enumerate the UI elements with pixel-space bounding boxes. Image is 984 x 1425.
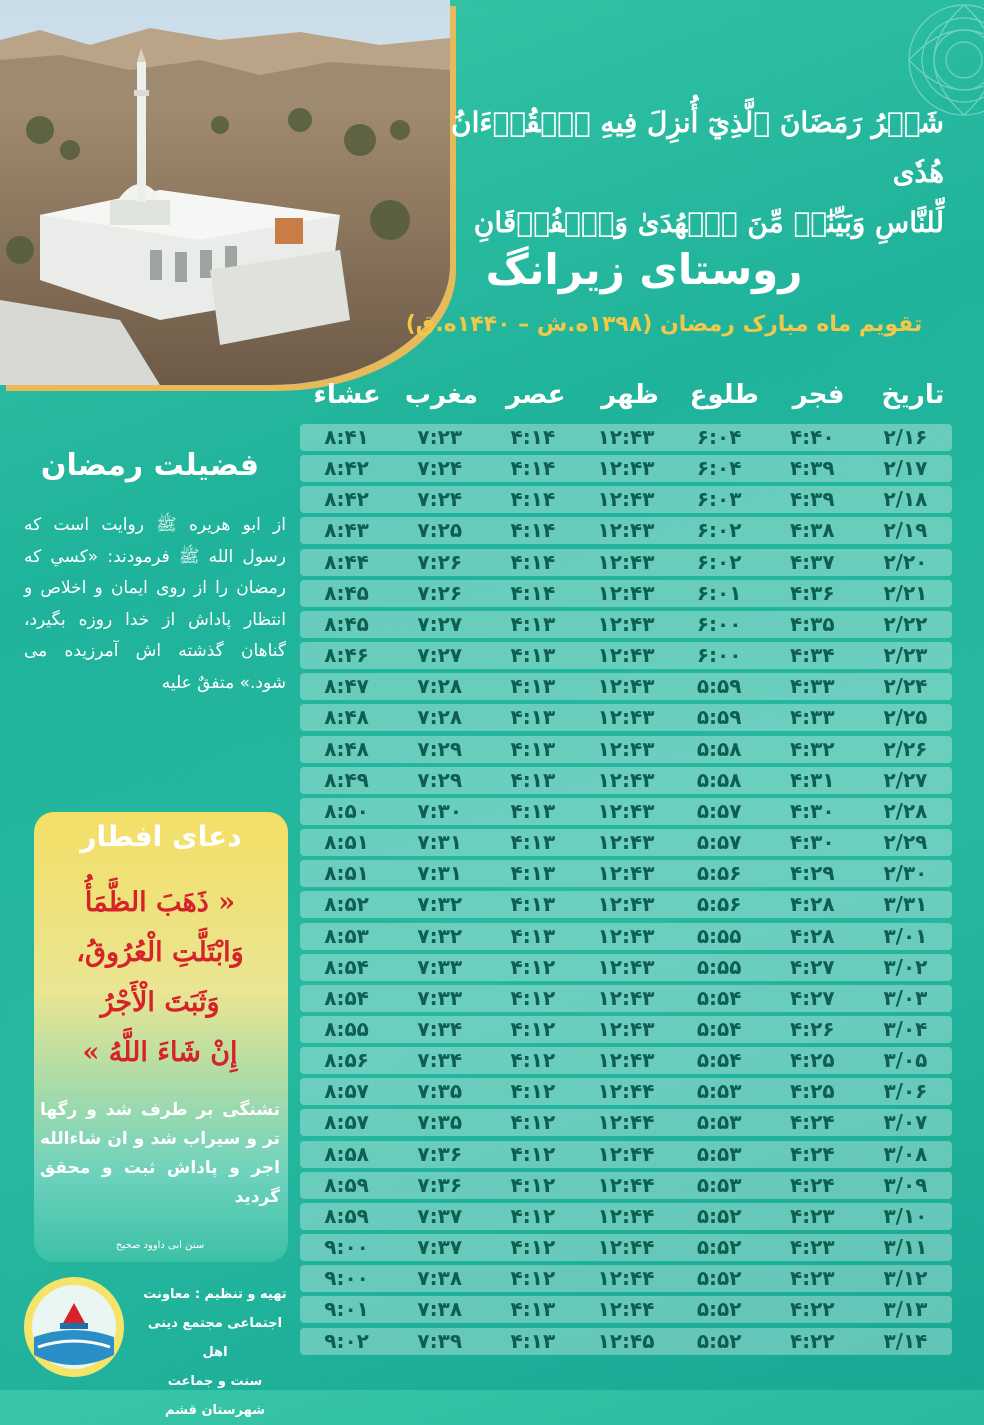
table-cell: ۸:۵۳ [324, 923, 369, 948]
table-cell: ۱۲:۴۳ [597, 425, 655, 449]
table-cell: ۷:۳۸ [417, 1266, 463, 1291]
table-cell: ۷:۲۷ [417, 611, 463, 636]
table-cell: ۲/۲۱ [883, 580, 928, 605]
table-cell: ۵:۵۶ [696, 892, 742, 917]
table-cell: ۶:۰۴ [696, 425, 742, 449]
dua-arabic [40, 878, 280, 1078]
table-cell: ۵:۵۵ [696, 954, 742, 979]
table-cell: ۱۲:۴۴ [597, 1266, 655, 1291]
table-cell: ۴:۱۳ [510, 736, 556, 761]
table-cell: ۲/۲۸ [883, 798, 928, 823]
table-row [300, 923, 952, 950]
table-cell: ۴:۱۲ [510, 985, 556, 1010]
table-cell: ۴:۱۳ [510, 611, 556, 636]
table-cell: ۳/۱۳ [883, 1297, 928, 1322]
table-cell: ۳/۰۴ [883, 1016, 928, 1041]
table-cell: ۴:۲۵ [789, 1079, 835, 1104]
table-row [300, 985, 952, 1012]
header-maghrib: مغرب [404, 380, 478, 410]
table-cell: ۷:۳۱ [417, 830, 463, 855]
table-cell: ۵:۵۴ [696, 985, 742, 1010]
table-cell: ۱۲:۴۴ [597, 1079, 655, 1104]
table-cell: ۲/۲۶ [883, 736, 928, 761]
table-row [300, 1109, 952, 1136]
table-cell: ۴:۳۶ [789, 580, 835, 605]
table-cell: ۵:۵۲ [696, 1328, 742, 1353]
table-cell: ۶:۰۰ [696, 611, 742, 636]
table-cell: ۵:۵۲ [696, 1266, 742, 1291]
table-cell: ۷:۳۶ [417, 1172, 463, 1197]
table-cell: ۴:۲۷ [789, 985, 835, 1010]
table-cell: ۱۲:۴۳ [597, 767, 655, 792]
table-cell: ۷:۳۷ [417, 1203, 463, 1228]
table-cell: ۳/۰۶ [883, 1079, 928, 1104]
table-row [300, 1234, 952, 1261]
table-cell: ۴:۲۶ [789, 1016, 835, 1041]
table-cell: ۱۲:۴۴ [597, 1172, 655, 1197]
table-cell: ۸:۵۰ [324, 798, 369, 823]
table-row [300, 642, 952, 669]
table-cell: ۴:۱۴ [510, 549, 556, 574]
table-cell: ۷:۲۹ [417, 736, 463, 761]
table-row [300, 580, 952, 607]
table-cell: ۴:۱۴ [510, 425, 556, 449]
table-cell: ۵:۵۲ [696, 1203, 742, 1228]
table-cell: ۴:۲۳ [789, 1266, 835, 1291]
verse-line-2: لِّلنَّاسِ وَبَيِّنَٰتٖ مِّنَ ٱلۡهُدَىٰ وَٱلۡفُرۡقَانِ [473, 206, 944, 239]
table-cell: ۳/۳۱ [883, 892, 928, 917]
table-cell: ۷:۳۲ [417, 892, 463, 917]
table-cell: ۳/۰۸ [883, 1141, 928, 1166]
table-row [300, 1265, 952, 1292]
table-cell: ۸:۴۴ [324, 549, 369, 574]
table-cell: ۵:۵۳ [696, 1141, 742, 1166]
table-cell: ۸:۵۷ [324, 1079, 369, 1104]
table-cell: ۵:۵۲ [696, 1235, 742, 1260]
table-cell: ۶:۰۱ [696, 580, 742, 605]
table-cell: ۷:۲۵ [417, 518, 463, 543]
table-cell: ۸:۴۱ [324, 425, 369, 449]
table-cell: ۵:۵۷ [696, 830, 742, 855]
table-cell: ۸:۴۶ [324, 643, 369, 668]
table-row [300, 767, 952, 794]
verse-line-1: شَهۡرُ رَمَضَانَ ٱلَّذِيٓ أُنزِلَ فِيهِ ٱلۡقُرۡءَانُ هُدٗى [451, 106, 944, 189]
table-cell: ۳/۰۳ [883, 985, 928, 1010]
header-date: تاریخ [881, 380, 945, 410]
table-cell: ۸:۴۲ [324, 487, 369, 512]
organization-logo-icon [22, 1275, 126, 1379]
table-cell: ۴:۳۸ [789, 518, 835, 543]
table-cell: ۱۲:۴۳ [597, 549, 655, 574]
table-cell: ۵:۵۳ [696, 1079, 742, 1104]
table-cell: ۴:۲۵ [789, 1048, 835, 1073]
table-cell: ۷:۲۷ [417, 643, 463, 668]
table-row [300, 549, 952, 576]
table-cell: ۷:۲۶ [417, 580, 463, 605]
table-cell: ۲/۲۹ [883, 830, 928, 855]
table-cell: ۴:۲۴ [789, 1172, 835, 1197]
table-cell: ۴:۱۳ [510, 674, 556, 699]
table-cell: ۷:۲۴ [417, 487, 463, 512]
table-cell: ۴:۱۲ [510, 1235, 556, 1260]
table-cell: ۹:۰۰ [324, 1235, 369, 1260]
table-cell: ۴:۲۹ [789, 861, 835, 886]
table-cell: ۷:۳۰ [417, 798, 463, 823]
table-cell: ۴:۱۳ [510, 861, 556, 886]
prayer-times-table [300, 424, 952, 1359]
table-cell: ۵:۵۸ [696, 736, 742, 761]
header-isha: عشاء [313, 380, 381, 410]
table-cell: ۴:۱۳ [510, 643, 556, 668]
table-cell: ۱۲:۴۳ [597, 580, 655, 605]
table-cell: ۱۲:۴۴ [597, 1203, 655, 1228]
table-cell: ۴:۱۴ [510, 580, 556, 605]
table-cell: ۴:۱۲ [510, 1048, 556, 1073]
table-row [300, 611, 952, 638]
dua-translation: تشنگی بر طرف شد و رگها تر و سیراب شد و ان شاءالله اجر و پاداش ثبت و محقق گردید [40, 1100, 280, 1207]
table-cell: ۴:۳۲ [789, 736, 835, 761]
table-cell: ۷:۲۶ [417, 549, 463, 574]
table-cell: ۵:۵۹ [696, 705, 742, 730]
table-row [300, 424, 952, 451]
table-cell: ۳/۱۴ [883, 1328, 928, 1353]
table-cell: ۱۲:۴۳ [597, 736, 655, 761]
table-cell: ۶:۰۳ [696, 487, 742, 512]
table-row [300, 673, 952, 700]
credits-line-2: اجتماعی مجتمع دینی اهل [147, 1316, 283, 1360]
table-cell: ۱۲:۴۴ [597, 1141, 655, 1166]
table-cell: ۱۲:۴۳ [597, 830, 655, 855]
table-cell: ۴:۱۳ [510, 830, 556, 855]
table-cell: ۸:۵۹ [324, 1203, 369, 1228]
table-cell: ۴:۱۲ [510, 1172, 556, 1197]
table-cell: ۴:۴۰ [789, 425, 835, 449]
table-cell: ۱۲:۴۳ [597, 487, 655, 512]
table-cell: ۵:۵۴ [696, 1016, 742, 1041]
table-cell: ۶:۰۲ [696, 518, 742, 543]
table-cell: ۷:۳۷ [417, 1235, 463, 1260]
table-cell: ۹:۰۰ [324, 1266, 369, 1291]
table-cell: ۷:۲۹ [417, 767, 463, 792]
header-asr: عصر [505, 380, 566, 410]
dua-line-1: « ذَهَبَ الظَّمَأُ [84, 887, 236, 918]
table-row [300, 798, 952, 825]
table-cell: ۵:۵۹ [696, 674, 742, 699]
table-cell: ۴:۲۴ [789, 1141, 835, 1166]
table-cell: ۱۲:۴۳ [597, 954, 655, 979]
credits-line-3: سنت و جماعت شهرستان قشم [165, 1374, 265, 1418]
table-cell: ۸:۴۸ [324, 705, 369, 730]
table-cell: ۸:۵۶ [324, 1048, 369, 1073]
table-row [300, 1328, 952, 1355]
table-cell: ۴:۱۲ [510, 1110, 556, 1135]
table-cell: ۴:۱۳ [510, 1297, 556, 1322]
table-cell: ۱۲:۴۳ [597, 798, 655, 823]
table-cell: ۱۲:۴۳ [597, 861, 655, 886]
table-cell: ۱۲:۴۳ [597, 674, 655, 699]
table-cell: ۴:۱۳ [510, 767, 556, 792]
table-row [300, 486, 952, 513]
table-cell: ۱۲:۴۳ [597, 923, 655, 948]
table-row [300, 1296, 952, 1323]
table-cell: ۸:۴۵ [324, 580, 369, 605]
table-cell: ۲/۲۷ [883, 767, 928, 792]
table-cell: ۴:۳۱ [789, 767, 835, 792]
table-cell: ۲/۲۵ [883, 705, 928, 730]
table-row [300, 1141, 952, 1168]
table-cell: ۴:۱۴ [510, 487, 556, 512]
table-cell: ۱۲:۴۳ [597, 643, 655, 668]
table-cell: ۴:۲۸ [789, 923, 835, 948]
table-cell: ۷:۳۳ [417, 954, 463, 979]
table-cell: ۸:۵۱ [324, 830, 369, 855]
table-cell: ۷:۲۸ [417, 674, 463, 699]
table-cell: ۱۲:۴۳ [597, 1048, 655, 1073]
table-cell: ۴:۱۳ [510, 923, 556, 948]
table-cell: ۱۲:۴۳ [597, 456, 655, 481]
table-cell: ۷:۳۱ [417, 861, 463, 886]
table-cell: ۹:۰۲ [324, 1328, 369, 1353]
table-cell: ۹:۰۱ [324, 1297, 369, 1322]
table-cell: ۸:۴۸ [324, 736, 369, 761]
table-cell: ۷:۳۵ [417, 1110, 463, 1135]
table-cell: ۸:۵۷ [324, 1110, 369, 1135]
dua-source: سنن ابی داوود صحیح [115, 1240, 205, 1251]
table-cell: ۴:۲۳ [789, 1235, 835, 1260]
table-cell: ۸:۴۹ [324, 767, 369, 792]
table-row [300, 736, 952, 763]
table-cell: ۴:۱۴ [510, 518, 556, 543]
table-cell: ۷:۳۶ [417, 1141, 463, 1166]
calendar-subtitle: تقویم ماه مبارک رمضان (۱۳۹۸ه.ش – ۱۴۴۰ه.ق) [405, 312, 923, 337]
table-row [300, 891, 952, 918]
table-cell: ۵:۵۳ [696, 1110, 742, 1135]
table-cell: ۷:۳۲ [417, 923, 463, 948]
table-cell: ۸:۵۴ [324, 985, 369, 1010]
table-cell: ۱۲:۴۳ [597, 611, 655, 636]
table-cell: ۵:۵۵ [696, 923, 742, 948]
table-cell: ۸:۵۵ [324, 1016, 369, 1041]
table-cell: ۱۲:۴۴ [597, 1297, 655, 1322]
table-cell: ۳/۰۵ [883, 1048, 928, 1073]
table-cell: ۵:۵۲ [696, 1297, 742, 1322]
dua-line-3: وَثَبَتَ الْأَجْرُ [100, 987, 220, 1018]
table-cell: ۷:۳۴ [417, 1048, 463, 1073]
table-cell: ۴:۱۳ [510, 705, 556, 730]
table-cell: ۳/۱۰ [883, 1203, 928, 1228]
table-cell: ۱۲:۴۵ [597, 1328, 655, 1353]
header-sunrise: طلوع [689, 380, 759, 410]
table-cell: ۴:۱۴ [510, 456, 556, 481]
table-cell: ۴:۱۲ [510, 1079, 556, 1104]
table-cell: ۴:۳۷ [789, 549, 835, 574]
table-cell: ۴:۳۰ [789, 830, 835, 855]
table-cell: ۲/۳۰ [883, 861, 928, 886]
table-cell: ۷:۳۸ [417, 1297, 463, 1322]
table-row [300, 704, 952, 731]
table-cell: ۸:۵۲ [324, 892, 369, 917]
table-cell: ۴:۳۳ [789, 674, 835, 699]
table-row [300, 1078, 952, 1105]
table-cell: ۸:۴۲ [324, 456, 369, 481]
table-cell: ۴:۲۴ [789, 1110, 835, 1135]
table-cell: ۸:۵۴ [324, 954, 369, 979]
table-row [300, 954, 952, 981]
table-cell: ۱۲:۴۳ [597, 1016, 655, 1041]
table-cell: ۵:۵۸ [696, 767, 742, 792]
credits-line-1: تهیه و تنظیم : معاونت [143, 1287, 287, 1302]
table-cell: ۲/۱۹ [883, 518, 928, 543]
table-cell: ۳/۱۱ [883, 1235, 928, 1260]
table-cell: ۴:۱۲ [510, 1141, 556, 1166]
table-cell: ۲/۲۰ [883, 549, 928, 574]
table-cell: ۴:۲۲ [789, 1297, 835, 1322]
table-cell: ۴:۱۲ [510, 1016, 556, 1041]
table-cell: ۴:۲۷ [789, 954, 835, 979]
table-cell: ۴:۳۳ [789, 705, 835, 730]
table-cell: ۳/۰۷ [883, 1110, 928, 1135]
table-cell: ۱۲:۴۳ [597, 985, 655, 1010]
table-cell: ۴:۱۲ [510, 954, 556, 979]
table-cell: ۴:۲۳ [789, 1203, 835, 1228]
table-cell: ۸:۴۳ [324, 518, 369, 543]
table-row [300, 517, 952, 544]
table-cell: ۳/۰۲ [883, 954, 928, 979]
table-cell: ۳/۱۲ [883, 1266, 928, 1291]
table-cell: ۲/۲۲ [883, 611, 928, 636]
table-cell: ۵:۵۳ [696, 1172, 742, 1197]
table-row [300, 860, 952, 887]
table-row [300, 1047, 952, 1074]
table-cell: ۲/۲۳ [883, 643, 928, 668]
table-cell: ۷:۳۵ [417, 1079, 463, 1104]
table-cell: ۶:۰۴ [696, 456, 742, 481]
table-cell: ۴:۲۸ [789, 892, 835, 917]
table-cell: ۷:۲۳ [417, 425, 463, 449]
table-cell: ۱۲:۴۳ [597, 518, 655, 543]
table-cell: ۳/۰۹ [883, 1172, 928, 1197]
table-row [300, 829, 952, 856]
table-cell: ۴:۳۵ [789, 611, 835, 636]
table-cell: ۷:۲۸ [417, 705, 463, 730]
dua-line-2: وَابْتَلَّتِ الْعُرُوقُ، [76, 937, 244, 968]
table-cell: ۲/۱۸ [883, 487, 928, 512]
table-cell: ۴:۱۳ [510, 1328, 556, 1353]
table-cell: ۴:۳۴ [789, 643, 835, 668]
table-cell: ۱۲:۴۳ [597, 892, 655, 917]
credits [140, 1280, 290, 1425]
table-cell: ۴:۲۲ [789, 1328, 835, 1353]
table-cell: ۱۲:۴۴ [597, 1235, 655, 1260]
table-header [300, 380, 960, 422]
table-cell: ۵:۵۴ [696, 1048, 742, 1073]
table-cell: ۸:۴۵ [324, 611, 369, 636]
table-cell: ۴:۳۰ [789, 798, 835, 823]
table-cell: ۲/۲۴ [883, 674, 928, 699]
table-cell: ۲/۱۷ [883, 456, 928, 481]
table-cell: ۷:۲۴ [417, 456, 463, 481]
dua-line-4: إِنْ شَاءَ اللَّهُ » [82, 1037, 238, 1068]
table-cell: ۸:۴۷ [324, 674, 369, 699]
table-cell: ۴:۱۲ [510, 1203, 556, 1228]
table-cell: ۸:۵۹ [324, 1172, 369, 1197]
table-row [300, 1203, 952, 1230]
table-cell: ۸:۵۱ [324, 861, 369, 886]
header-dhuhr: ظهر [601, 380, 659, 410]
table-cell: ۷:۳۳ [417, 985, 463, 1010]
table-cell: ۴:۳۹ [789, 487, 835, 512]
table-cell: ۴:۱۳ [510, 892, 556, 917]
table-cell: ۳/۰۱ [883, 923, 928, 948]
table-cell: ۱۲:۴۴ [597, 1110, 655, 1135]
table-row [300, 1016, 952, 1043]
table-cell: ۱۲:۴۳ [597, 705, 655, 730]
table-cell: ۴:۳۹ [789, 456, 835, 481]
table-cell: ۲/۱۶ [883, 425, 928, 449]
table-cell: ۴:۱۲ [510, 1266, 556, 1291]
header-fajr: فجر [792, 380, 845, 410]
village-title: روستای زیرانگ [485, 245, 803, 294]
table-cell: ۸:۵۸ [324, 1141, 369, 1166]
table-row [300, 1172, 952, 1199]
table-cell: ۶:۰۲ [696, 549, 742, 574]
table-cell: ۴:۱۳ [510, 798, 556, 823]
fazilat-text: از ابو هریره ﷺ روایت است که رسول الله ﷺ فرمودند: «کسي که رمضان را از روی ایمان و اخلاص و انتظار پاداش از خدا روزه بگیرد، گناهان گذشته اش آمرزیده می شود.» متفقٌ علیه [24, 515, 286, 693]
table-cell: ۵:۵۷ [696, 798, 742, 823]
table-cell: ۷:۳۴ [417, 1016, 463, 1041]
table-row [300, 455, 952, 482]
dua-title: دعای افطار [80, 820, 242, 853]
mosque-photo [0, 0, 450, 385]
table-cell: ۶:۰۰ [696, 643, 742, 668]
table-cell: ۷:۳۹ [417, 1328, 463, 1353]
table-cell: ۵:۵۶ [696, 861, 742, 886]
quran-verse [444, 98, 944, 248]
fazilat-title: فضیلت رمضان [40, 448, 260, 483]
